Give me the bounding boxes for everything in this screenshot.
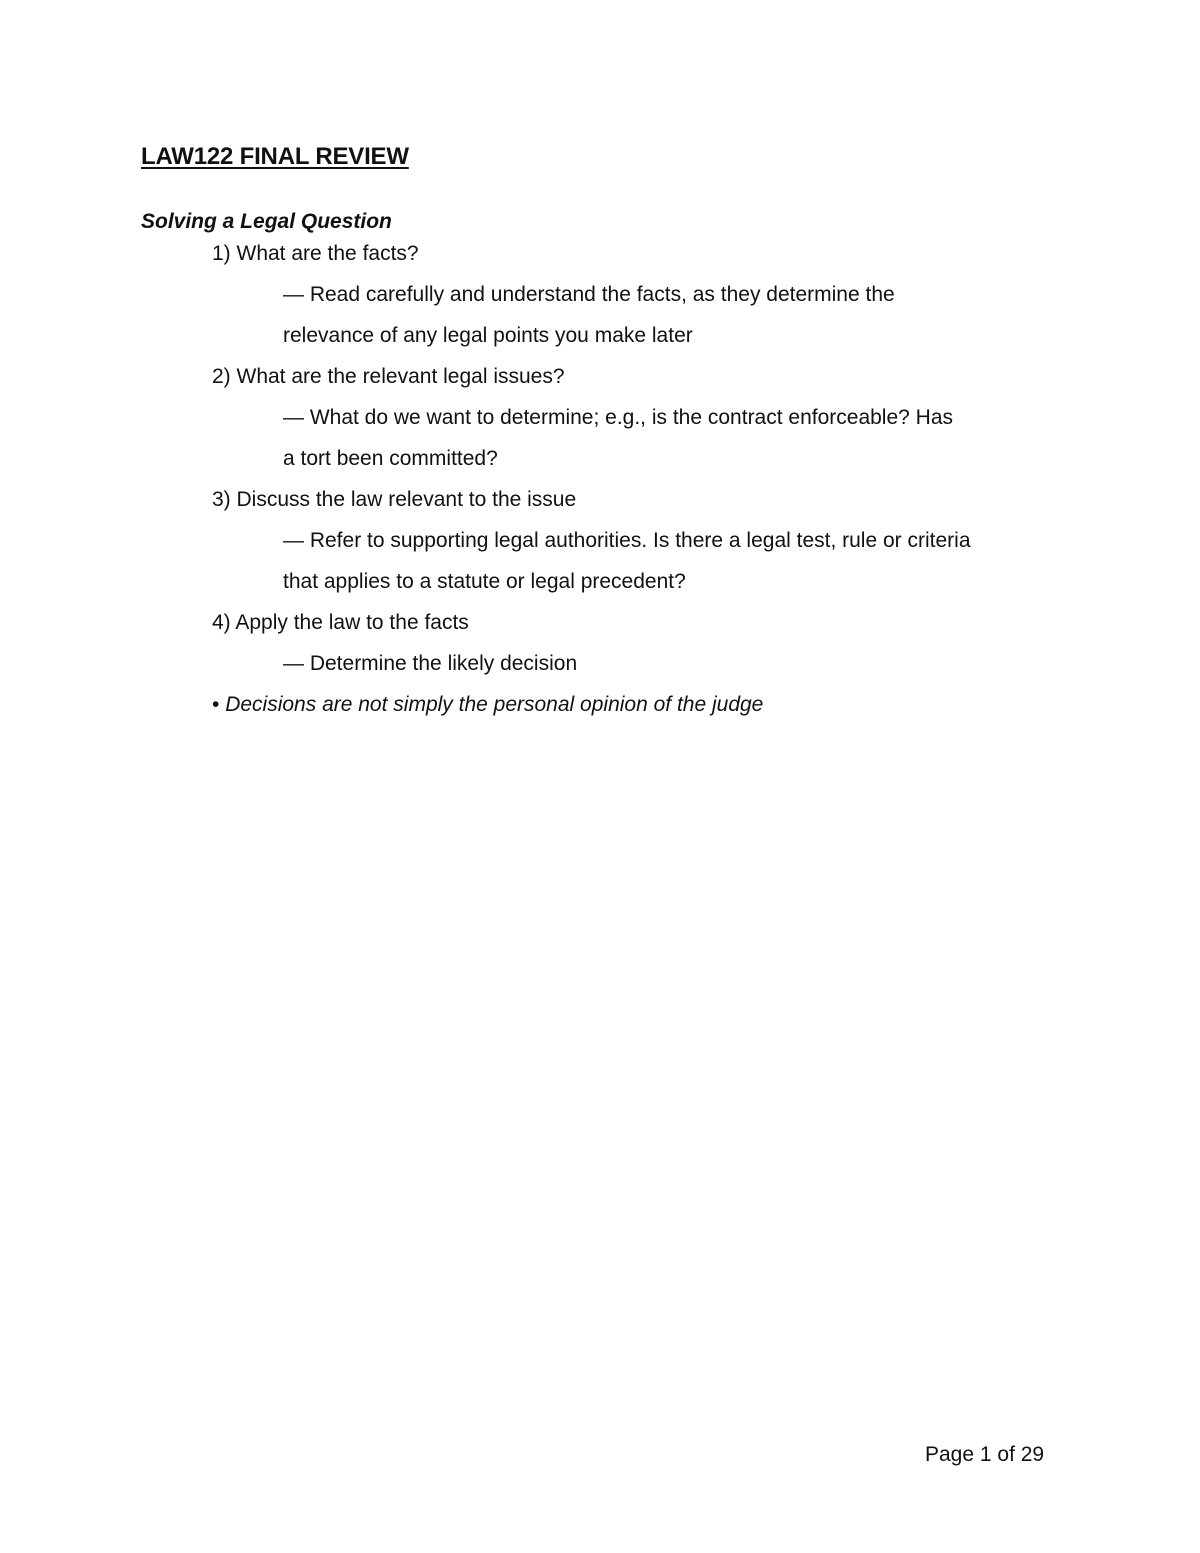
note-line (212, 692, 763, 718)
step-2-detail-line-2: a tort been committed? (283, 447, 498, 470)
note-bullet: • (212, 693, 220, 716)
step-4-detail-line-1: — Determine the likely decision (283, 652, 578, 675)
step-1-label: 1) What are the facts? (212, 242, 419, 265)
step-3-detail-line-1: — Refer to supporting legal authorities. Is there a legal test, rule or criteria (283, 529, 971, 552)
document-title: LAW122 FINAL REVIEW (141, 143, 409, 170)
step-1-detail-line-1: — Read carefully and understand the facts, as they determine the (283, 283, 895, 306)
page-number: Page 1 of 29 (925, 1443, 1045, 1466)
step-3-detail-line-2: that applies to a statute or legal precedent? (283, 570, 686, 593)
note-text: Decisions are not simply the personal opinion of the judge (225, 693, 764, 716)
step-3-label: 3) Discuss the law relevant to the issue (212, 488, 577, 511)
step-1-detail-line-2: relevance of any legal points you make later (283, 324, 693, 347)
section-heading: Solving a Legal Question (141, 210, 392, 233)
step-2-label: 2) What are the relevant legal issues? (212, 365, 565, 388)
step-2-detail-line-1: — What do we want to determine; e.g., is the contract enforceable? Has (283, 406, 954, 429)
step-4-label: 4) Apply the law to the facts (212, 611, 469, 634)
